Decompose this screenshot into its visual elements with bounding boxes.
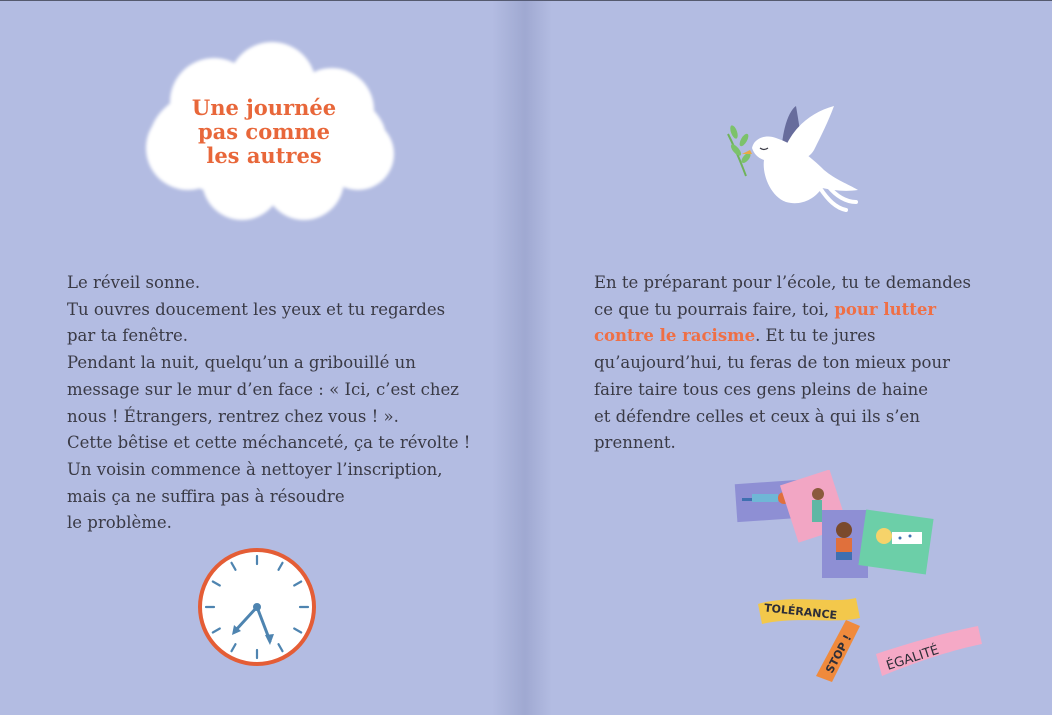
text-line: En te préparant pour l’école, tu te demandes xyxy=(594,273,972,292)
dove-illustration xyxy=(724,104,864,214)
text-line: Le réveil sonne. xyxy=(67,273,201,292)
highlight-text: pour lutter xyxy=(834,299,937,319)
text-segment: . Et tu te jures xyxy=(755,326,876,346)
text-line: Pendant la nuit, quelqu’un a gribouillé un xyxy=(67,353,416,373)
text-line: et défendre celles et ceux à qui ils s’en xyxy=(594,406,920,426)
text-line: Tu ouvres doucement les yeux et tu regardes xyxy=(67,299,446,319)
banner-word: STOP ! xyxy=(823,632,855,676)
left-paragraph xyxy=(67,270,470,537)
highlight-text: contre le racisme xyxy=(594,326,756,346)
title-line: pas comme xyxy=(197,119,331,144)
title-line: Une journée xyxy=(191,95,337,120)
children-photos-illustration xyxy=(734,470,934,582)
text-line: mais ça ne suffira pas à résoudre xyxy=(67,486,345,506)
text-line: par ta fenêtre. xyxy=(67,326,189,346)
text-line: qu’aujourd’hui, tu feras de ton mieux pour xyxy=(594,353,950,373)
text-line xyxy=(594,297,971,324)
page-title xyxy=(164,96,364,168)
text-segment: ce que tu pourrais faire, toi, xyxy=(594,299,835,319)
text-line xyxy=(594,323,971,350)
banner-word: TOLÉRANCE xyxy=(763,601,838,623)
word-banners-illustration xyxy=(752,590,982,690)
right-paragraph xyxy=(594,270,971,457)
banner-word: ÉGALITÉ xyxy=(884,642,941,674)
title-line: les autres xyxy=(206,143,322,168)
text-line: nous ! Étrangers, rentrez chez vous ! ». xyxy=(67,406,399,426)
text-line: le problème. xyxy=(67,513,172,533)
clock-illustration xyxy=(195,545,319,669)
text-line: Un voisin commence à nettoyer l’inscription, xyxy=(67,459,443,479)
right-page xyxy=(526,0,1052,715)
text-line: prennent. xyxy=(594,433,676,453)
text-line: Cette bêtise et cette méchanceté, ça te révolte ! xyxy=(67,433,471,453)
text-line: message sur le mur d’en face : « Ici, c’est chez xyxy=(67,379,459,399)
text-line: faire taire tous ces gens pleins de haine xyxy=(594,379,928,399)
